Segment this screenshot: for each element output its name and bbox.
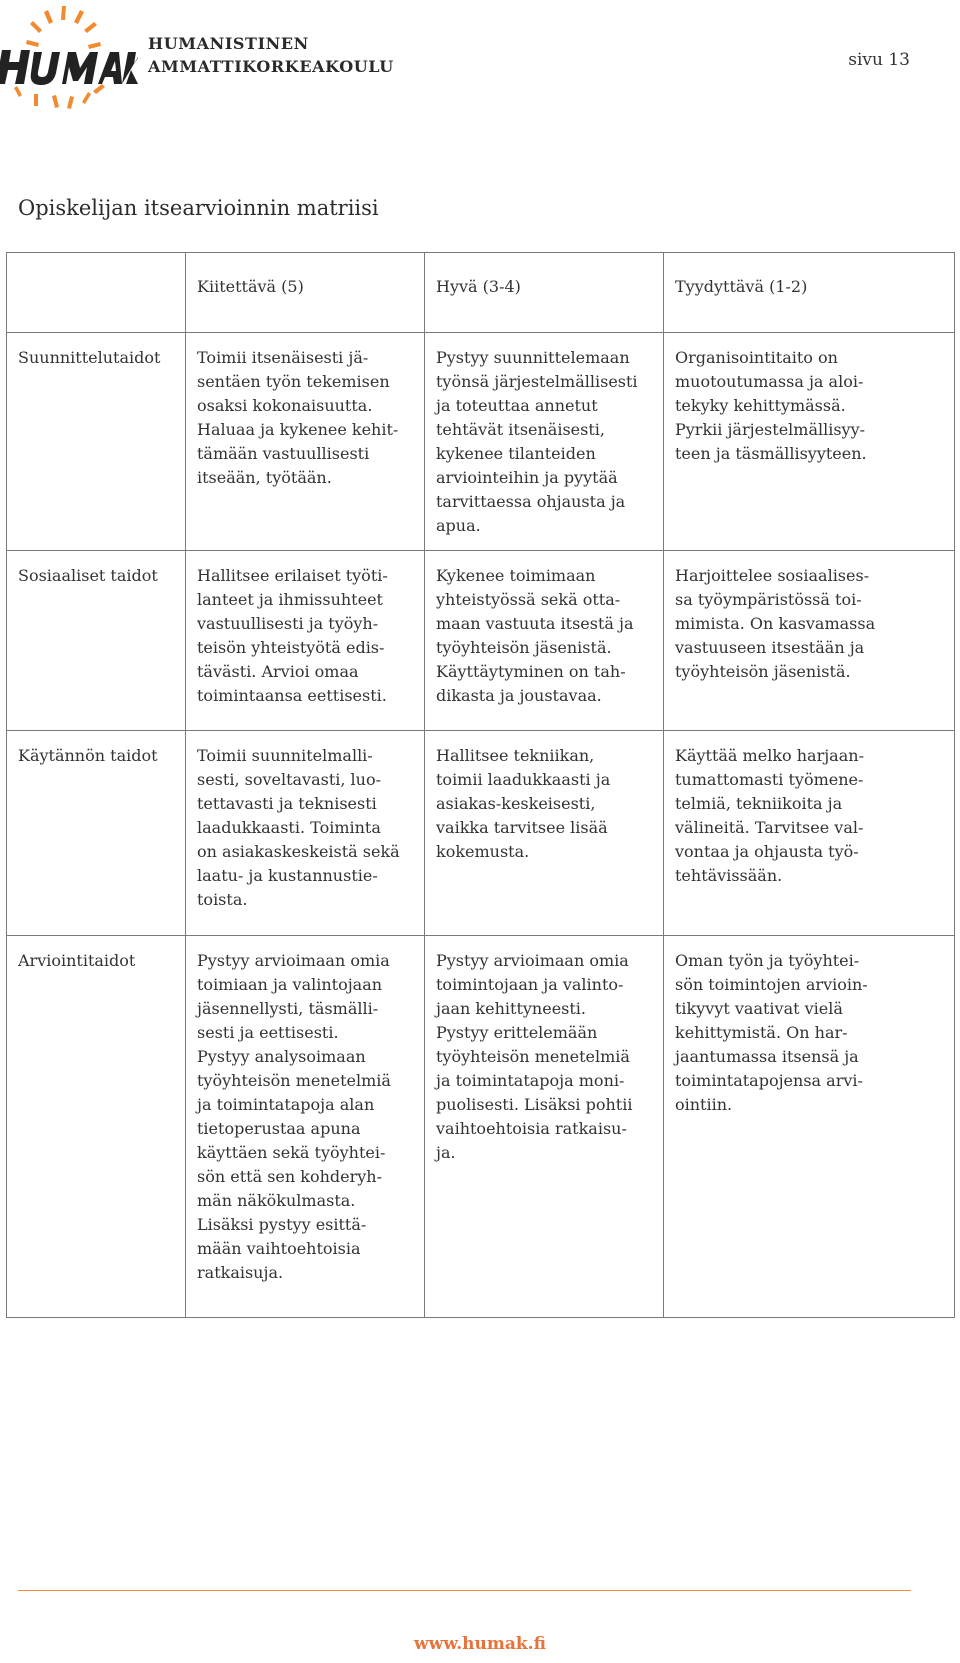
row-header-practical-skills: Käytännön taidot — [7, 731, 186, 936]
column-header-satisfactory: Tyydyttävä (1-2) — [664, 253, 955, 333]
document-title: Opiskelijan itsearvioinnin matriisi — [18, 196, 379, 220]
column-header-excellent: Kiitettävä (5) — [186, 253, 425, 333]
cell-social-excellent: Hallitsee erilaiset työti- lanteet ja ihmissuhteet vastuullisesti ja työyh- teisön yhteistyötä edis- tävästi. Arvioi omaa toimintaansa eettisesti. — [186, 551, 425, 731]
table-row — [7, 551, 955, 731]
cell-social-good: Kykenee toimimaan yhteistyössä sekä otta- maan vastuuta itsestä ja työyhteisön jäsenistä. Käyttäytyminen on tah- dikasta ja joustavaa. — [425, 551, 664, 731]
matrix-header-row — [7, 253, 955, 333]
org-name-line2: AMMATTIKORKEAKOULU — [148, 57, 394, 76]
cell-practical-satisfactory: Käyttää melko harjaan- tumattomasti työmene- telmiä, tekniikoita ja välineitä. Tarvitsee val- vontaa ja ohjausta työ- tehtävissään. — [664, 731, 955, 936]
row-header-planning-skills: Suunnittelutaidot — [7, 333, 186, 551]
cell-planning-good: Pystyy suunnittelemaan työnsä järjestelmällisesti ja toteuttaa annetut tehtävät itsenäisesti, kykenee tilanteiden arviointeihin ja pyytää tarvittaessa ohjausta ja apua. — [425, 333, 664, 551]
table-row — [7, 936, 955, 1318]
cell-practical-good: Hallitsee tekniikan, toimii laadukkaasti ja asiakas-keskeisesti, vaikka tarvitsee lisää kokemusta. — [425, 731, 664, 936]
cell-planning-satisfactory: Organisointitaito on muotoutumassa ja aloi- tekyky kehittymässä. Pyrkii järjestelmällisyy- teen ja täsmällisyyteen. — [664, 333, 955, 551]
row-header-social-skills: Sosiaaliset taidot — [7, 551, 186, 731]
cell-assessment-excellent: Pystyy arvioimaan omia toimiaan ja valintojaan jäsennellysti, täsmälli- sesti ja eettisesti. Pystyy analysoimaan työyhteisön menetelmiä ja toimintatapoja alan tietoperustaa apuna käyttäen sekä työyhtei- sön että sen kohderyh- män näkökulmasta. Lisäksi pystyy esittä- mään vaihtoehtoisia ratkaisuja. — [186, 936, 425, 1318]
cell-assessment-satisfactory: Oman työn ja työyhtei- sön toimintojen arvioin- tikyvyt vaativat vielä kehittymistä. On har- jaantumassa itsensä ja toimintatapojensa arvi- ointiin. — [664, 936, 955, 1318]
footer-website-link[interactable]: www.humak.fi — [414, 1634, 546, 1654]
organization-name — [148, 32, 394, 78]
page-header — [0, 0, 960, 130]
column-header-empty — [7, 253, 186, 333]
table-row — [7, 333, 955, 551]
org-name-line1: HUMANISTINEN — [148, 34, 309, 53]
cell-practical-excellent: Toimii suunnitelmalli- sesti, soveltavasti, luo- tettavasti ja teknisesti laadukkaasti. Toiminta on asiakaskeskeistä sekä laatu- ja kustannustie- toista. — [186, 731, 425, 936]
page-number: sivu 13 — [848, 50, 910, 70]
self-assessment-matrix — [6, 252, 955, 1318]
cell-assessment-good: Pystyy arvioimaan omia toimintojaan ja valinto- jaan kehittyneesti. Pystyy erittelemään työyhteisön menetelmiä ja toimintatapoja moni- puolisesti. Lisäksi pohtii vaihtoehtoisia ratkaisu- ja. — [425, 936, 664, 1318]
cell-planning-excellent: Toimii itsenäisesti jä- sentäen työn tekemisen osaksi kokonaisuutta. Haluaa ja kykenee kehit- tämään vastuullisesti itseään, työtään. — [186, 333, 425, 551]
footer-divider — [18, 1590, 911, 1591]
cell-social-satisfactory: Harjoittelee sosiaalises- sa työympäristössä toi- mimista. On kasvamassa vastuuseen itsestään ja työyhteisön jäsenistä. — [664, 551, 955, 731]
table-row — [7, 731, 955, 936]
row-header-assessment-skills: Arviointitaidot — [7, 936, 186, 1318]
humak-logo-icon — [0, 4, 138, 116]
column-header-good: Hyvä (3-4) — [425, 253, 664, 333]
